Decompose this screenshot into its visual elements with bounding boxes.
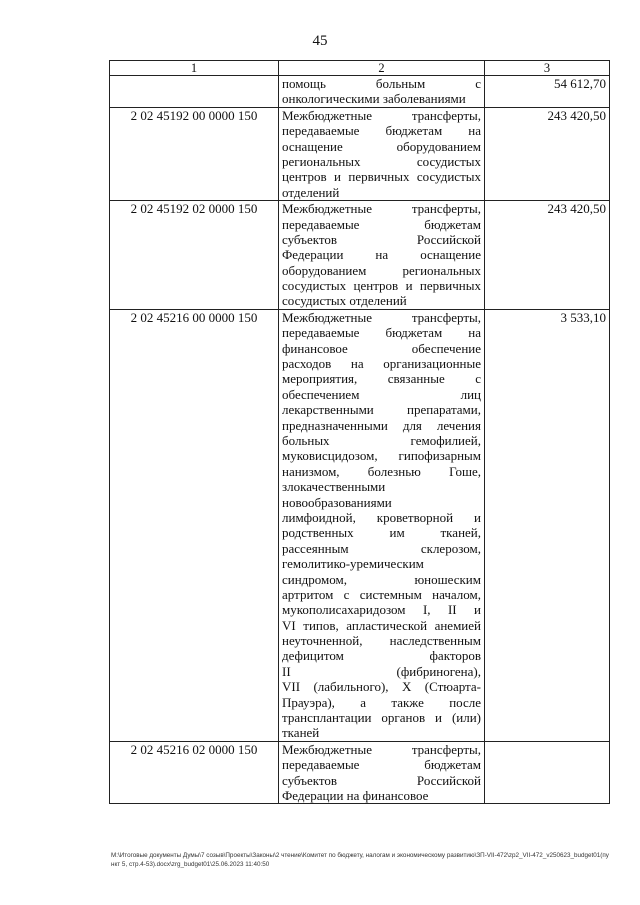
description-line: расходов на организационные bbox=[282, 356, 481, 372]
description-line: передаваемые бюджетам bbox=[282, 757, 481, 773]
column-header-2: 2 bbox=[279, 61, 485, 76]
description-line: сосудистых центров и первичных bbox=[282, 278, 481, 294]
column-header-1: 1 bbox=[110, 61, 279, 76]
amount: 54 612,70 bbox=[485, 76, 610, 108]
amount: 243 420,50 bbox=[485, 201, 610, 310]
description-line: новообразованиями bbox=[282, 494, 392, 510]
budget-code: 2 02 45216 00 0000 150 bbox=[110, 309, 279, 741]
description-line: тканей bbox=[282, 725, 320, 741]
budget-code: 2 02 45192 02 0000 150 bbox=[110, 201, 279, 310]
budget-code: 2 02 45216 02 0000 150 bbox=[110, 741, 279, 804]
description-line: синдромом, юношеским bbox=[282, 571, 481, 587]
file-path-footer: M:\Итоговые документы Думы\7 созыв\Проекты\Законы\2 чтение\Комитет по бюджету, налогам и экономическому развитию\ЗП-VII-472\zp2_VII-472_v250623_budget01(пункт 5, стр.4-53).docx\zrg_budget01\25.06.2023 11:40:50 bbox=[111, 852, 609, 868]
budget-table bbox=[109, 60, 610, 804]
description-line: обеспечением лиц bbox=[282, 386, 481, 402]
description-line: Федерации на оснащение bbox=[282, 247, 481, 263]
table-row bbox=[110, 107, 610, 200]
description bbox=[279, 107, 485, 200]
description-line: VI типов, апластической анемией bbox=[282, 617, 481, 633]
description-line: Межбюджетные трансферты, bbox=[282, 201, 481, 217]
table-row bbox=[110, 309, 610, 741]
description bbox=[279, 741, 485, 804]
description-line: II (фибриногена), bbox=[282, 663, 481, 679]
description-line: передаваемые бюджетам на bbox=[282, 123, 481, 139]
description-line: мероприятия, связанные с bbox=[282, 371, 481, 387]
description-line: лимфоидной, кроветворной и bbox=[282, 509, 481, 525]
description-line: Межбюджетные трансферты, bbox=[282, 107, 481, 123]
description-line: злокачественными bbox=[282, 479, 386, 495]
description bbox=[279, 201, 485, 310]
description-line: VII (лабильного), X (Стюарта- bbox=[282, 679, 481, 695]
table-row bbox=[110, 76, 610, 108]
description-line: помощь больным с bbox=[282, 76, 481, 91]
description-line: оснащение оборудованием bbox=[282, 138, 481, 154]
budget-code bbox=[110, 76, 279, 108]
amount: 3 533,10 bbox=[485, 309, 610, 741]
description-line: рассеянным склерозом, bbox=[282, 540, 481, 556]
description-line: региональных сосудистых bbox=[282, 153, 481, 169]
description-line: Межбюджетные трансферты, bbox=[282, 309, 481, 325]
description-line: субъектов Российской bbox=[282, 772, 481, 788]
description-line: трансплантации органов и (или) bbox=[282, 710, 481, 726]
description-line: муковисцидозом, гипофизарным bbox=[282, 448, 481, 464]
table-header-row bbox=[110, 61, 610, 76]
description-line: субъектов Российской bbox=[282, 231, 481, 247]
description-line: онкологическими заболеваниями bbox=[282, 91, 466, 107]
amount bbox=[485, 741, 610, 804]
description-line: нанизмом, болезнью Гоше, bbox=[282, 463, 481, 479]
description-line: дефицитом факторов bbox=[282, 648, 481, 664]
description-line: Прауэра), а также после bbox=[282, 694, 481, 710]
description-line: передаваемые бюджетам bbox=[282, 216, 481, 232]
description-line: лекарственными препаратами, bbox=[282, 402, 481, 418]
description-line: передаваемые бюджетам на bbox=[282, 325, 481, 341]
page-number: 45 bbox=[312, 33, 328, 49]
description bbox=[279, 309, 485, 741]
description-line: Межбюджетные трансферты, bbox=[282, 741, 481, 757]
description-line: артритом с системным началом, bbox=[282, 586, 481, 602]
table-row bbox=[110, 201, 610, 310]
column-header-3: 3 bbox=[485, 61, 610, 76]
description-line: мукополисахаридозом I, II и bbox=[282, 602, 481, 618]
description-line: центров и первичных сосудистых bbox=[282, 169, 481, 185]
description-line: родственных им тканей, bbox=[282, 525, 481, 541]
description-line: гемолитико-уремическим bbox=[282, 556, 424, 572]
description-line: больных гемофилией, bbox=[282, 432, 481, 448]
description-line: Федерации на финансовое bbox=[282, 787, 429, 803]
description-line: финансовое обеспечение bbox=[282, 340, 481, 356]
table-row bbox=[110, 741, 610, 804]
description-line: предназначенными для лечения bbox=[282, 417, 481, 433]
description-line: оборудованием региональных bbox=[282, 262, 481, 278]
amount: 243 420,50 bbox=[485, 107, 610, 200]
description-line: отделений bbox=[282, 184, 340, 200]
description bbox=[279, 76, 485, 108]
budget-code: 2 02 45192 00 0000 150 bbox=[110, 107, 279, 200]
description-line: неуточненной, наследственным bbox=[282, 633, 481, 649]
description-line: сосудистых отделений bbox=[282, 293, 407, 309]
